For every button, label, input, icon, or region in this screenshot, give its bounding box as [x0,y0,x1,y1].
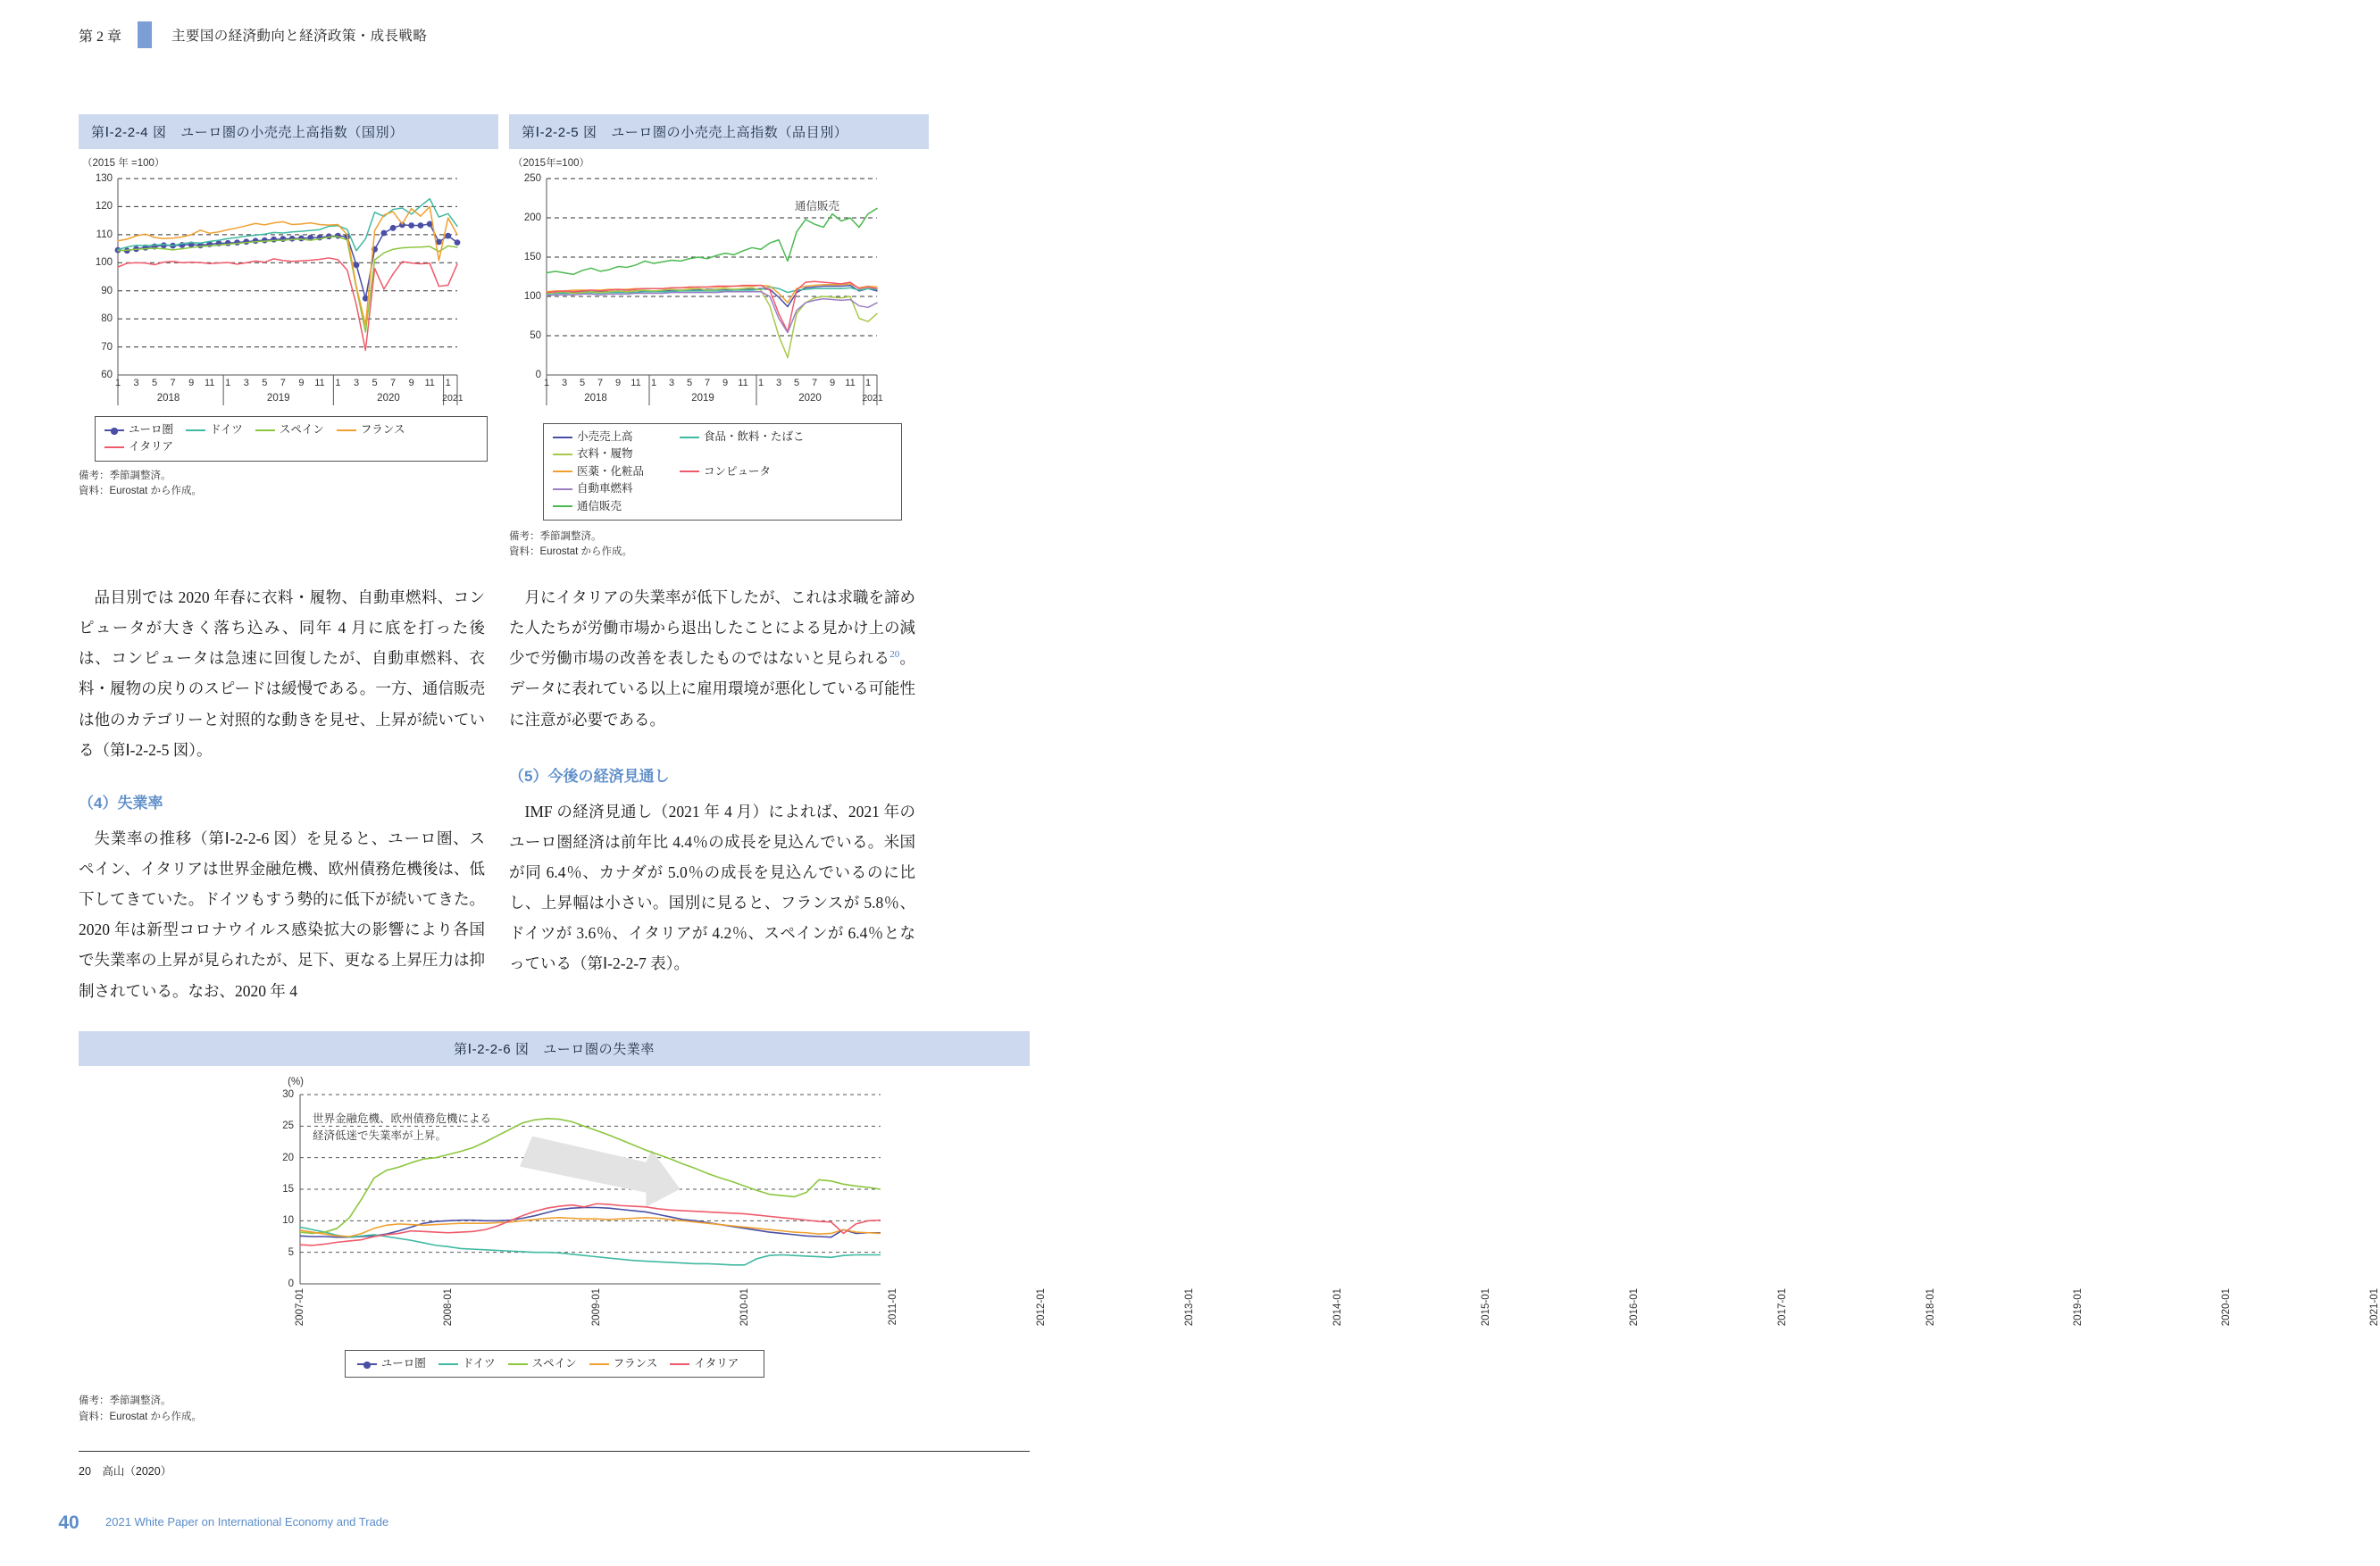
x-axis-tick: 11 [314,378,325,388]
x-axis-tick: 11 [204,378,215,388]
x-axis-year-label: 2021 [442,393,463,404]
x-axis-tick: 1 [757,378,764,388]
legend-item-label: イタリア [694,1357,739,1370]
legend-item-label: 通信販売 [577,499,622,512]
x-axis-tick: 5 [152,378,158,388]
x-axis-tick: 5 [372,378,378,388]
annotation-line-2: 経済低迷で失業率が上昇。 [313,1129,447,1143]
y-axis-tick: 60 [101,370,113,380]
figure-1-remark: 備考：季節調整済。 [79,470,171,481]
y-axis-tick: 25 [282,1120,294,1132]
legend-row [553,498,892,515]
x-axis-tick: 1 [864,378,872,388]
legend-swatch [553,471,572,472]
x-axis-tick: 1 [225,378,231,388]
left-paragraph-2: 失業率の推移（第Ⅰ-2-2-6 図）を見ると、ユーロ圏、スペイン、イタリアは世界金融危機、欧州債務危機後は、低下してきていた。ドイツもすう勢的に低下が続いてきた。2020 年は新型コロナウイルス感染拡大の影響により各国で失業率の上昇が見られたが、足下、更なる上昇圧力は抑制されている。なお、2020 年 4 [79,829,485,1000]
x-axis-tick: 5 [686,378,693,388]
x-axis-tick: 2021-01 [2369,1288,2380,1327]
page-number: 40 [58,1512,79,1533]
legend-swatch [508,1363,528,1365]
y-axis-tick: 100 [523,291,541,302]
header-accent-bar [138,21,152,48]
legend-swatch [553,454,572,455]
y-axis-tick: 5 [288,1246,294,1258]
legend-item-label: ユーロ圏 [129,423,174,436]
y-axis-tick: 110 [96,229,113,240]
legend-item-label: イタリア [129,440,174,454]
x-axis-tick: 9 [188,378,195,388]
legend-swatch [255,429,275,431]
legend-item-0[interactable] [104,421,173,438]
figure-2-remark: 備考：季節調整済。 [509,530,602,542]
legend-item-2[interactable] [553,446,633,462]
x-axis-tick: 9 [722,378,729,388]
body-right-column [509,582,915,979]
x-axis-tick: 2007-01 [295,1288,305,1327]
legend-marker-dot [363,1362,371,1369]
x-axis-tick: 2011-01 [887,1288,898,1326]
x-axis-tick: 7 [597,378,604,388]
y-axis-tick: 200 [523,212,541,223]
chapter-label: 第 2 章 [79,29,122,45]
x-axis-tick: 2014-01 [1332,1288,1343,1327]
x-axis-tick: 1 [335,378,341,388]
legend-item-label: 自動車燃料 [577,482,633,496]
legend-item-label: ドイツ [210,423,243,436]
x-axis-tick: 7 [170,378,176,388]
body-left-column [79,582,485,1006]
x-axis-year-label: 2018 [584,393,607,404]
legend-item-2[interactable] [255,421,324,438]
x-axis-tick: 9 [614,378,622,388]
x-axis-tick: 2012-01 [1035,1288,1047,1327]
y-axis-tick: 80 [101,313,113,325]
y-axis-tick: 20 [282,1152,294,1163]
annotation-line-1: 世界金融危機、欧州債務危機による [313,1112,492,1126]
legend-item-label: フランス [613,1357,658,1370]
legend-item-3[interactable] [589,1355,658,1372]
figure-3-annotation [313,1111,491,1145]
legend-item-4[interactable] [104,438,173,455]
x-axis-tick: 7 [811,378,818,388]
legend-item-4[interactable] [680,463,831,480]
x-axis-tick: 3 [561,378,568,388]
right-subheading: （5）今後の経済見通し [509,767,670,785]
figure-1-chart [79,171,463,411]
x-axis-tick: 1 [543,378,550,388]
legend-item-1[interactable] [680,429,831,446]
legend-row [553,429,892,463]
y-axis-tick: 0 [288,1279,294,1289]
figure-3-chart [264,1075,2380,1327]
legend-item-5[interactable] [553,480,633,497]
legend-swatch [357,1363,377,1365]
y-axis-tick: 10 [282,1215,294,1227]
legend-item-0[interactable] [357,1355,426,1372]
legend-item-1[interactable] [186,421,243,438]
figure-3-source: 資料：Eurostat から作成。 [79,1411,203,1422]
figure-2-title: 第Ⅰ-2-2-5 図 ユーロ圏の小売売上高指数（品目別） [509,114,929,149]
x-axis-tick: 2008-01 [442,1288,454,1327]
figure-2-legend [543,423,902,521]
figure-1-2-2-5 [509,114,929,560]
x-axis-tick: 7 [280,378,286,388]
x-axis-tick: 11 [630,378,641,388]
legend-item-label: 医薬・化粧品 [577,464,645,478]
legend-item-label: ユーロ圏 [380,1357,426,1370]
x-axis-tick: 7 [390,378,397,388]
footnote-marker: 20 [889,649,900,661]
left-paragraph-1: 品目別では 2020 年春に衣料・履物、自動車燃料、コンピュータが大きく落ち込み、同年 4 月に底を打った後は、コンピュータは急速に回復したが、自動車燃料、衣料・履物の戻りのスピードは緩慢である。一方、通信販売は他のカテゴリーと対照的な動きを見せ、上昇が続いている（第Ⅰ-2-2-5 図）。 [79,588,485,759]
y-axis-tick: 120 [95,201,113,212]
figure-1-legend [95,416,488,462]
x-axis-tick: 9 [408,378,414,388]
y-axis-tick: 130 [95,173,113,184]
x-axis-tick: 11 [424,378,435,388]
figure-1-unit: （2015 年 =100） [82,158,165,169]
series-annotation: 通信販売 [795,199,840,212]
legend-item-3[interactable] [337,421,405,438]
x-axis-tick: 9 [298,378,305,388]
x-axis-tick: 5 [262,378,268,388]
legend-item-0[interactable] [553,429,667,446]
header-title: 主要国の経済動向と経済政策・成長戦略 [171,29,428,44]
legend-item-label: 衣料・履物 [577,447,633,461]
x-axis-tick: 2019-01 [2073,1288,2084,1327]
figure-1-2-2-4 [79,114,498,499]
x-axis-year-label: 2018 [156,393,180,404]
x-axis-tick: 2009-01 [590,1288,602,1327]
y-axis-tick: 0 [535,370,541,380]
right-paragraph-2: IMF の経済見通し（2021 年 4 月）によれば、2021 年のユーロ圏経済は前年比 4.4％の成長を見込んでいる。米国が同 6.4％、カナダが 5.0％の成長を見込んでいるのに比し、上昇幅は小さい。国別に見ると、フランスが 5.8％、ドイツが 3.6％、イタリアが 4.2％、スペインが 6.4％となっている（第Ⅰ-2-2-7 表）。 [509,802,915,973]
x-axis-year-label: 2020 [798,393,822,404]
legend-item-label: スペイン [531,1357,577,1370]
x-axis-tick: 2013-01 [1183,1288,1195,1327]
x-axis-tick: 2017-01 [1776,1288,1788,1327]
x-axis-tick: 3 [353,378,360,388]
legend-item-4[interactable] [670,1355,739,1372]
legend-swatch [670,1363,689,1365]
y-axis-tick: 70 [101,341,113,353]
figure-2-unit: （2015年=100） [513,158,589,169]
right-paragraph-1 [509,582,915,735]
y-axis-tick: 150 [523,252,541,262]
y-axis-tick: 50 [530,330,541,341]
legend-item-label: スペイン [279,423,324,436]
x-axis-tick: 5 [579,378,586,388]
page-footer-title: 2021 White Paper on International Economy and Trade [105,1515,389,1529]
x-axis-tick: 3 [133,378,139,388]
x-axis-tick: 1 [650,378,657,388]
y-axis-tick: 100 [95,257,113,269]
legend-swatch [553,437,572,438]
legend-swatch [438,1363,458,1365]
x-axis-year-label: 2020 [377,393,400,404]
x-axis-tick: 7 [704,378,711,388]
legend-item-label: 小売売上高 [577,430,633,443]
x-axis-tick: 1 [114,378,121,388]
legend-item-3[interactable] [553,463,667,480]
figure-3-legend [345,1350,764,1378]
x-axis-tick: 9 [829,378,836,388]
x-axis-tick: 11 [738,378,748,388]
x-axis-tick: 2015-01 [1480,1288,1491,1327]
legend-item-1[interactable] [438,1355,496,1372]
right-paragraph-1-part-b: 。データに表れている以上に雇用環境が悪化している可能性に注意が必要である。 [509,649,916,729]
legend-swatch [553,488,572,490]
legend-item-label: コンピュータ [704,464,772,478]
x-axis-tick: 2020-01 [2221,1288,2233,1327]
right-paragraph-1-part-a: 月にイタリアの失業率が低下したが、これは求職を諦めた人たちが労働市場から退出したことによる見かけ上の減少で労働市場の改善を表したものではないと見られる [509,588,915,668]
x-axis-tick: 11 [845,378,856,388]
x-axis-tick: 3 [668,378,675,388]
figure-1-source: 資料：Eurostat から作成。 [79,486,203,496]
x-axis-tick: 2016-01 [1628,1288,1640,1327]
legend-swatch [104,429,124,431]
legend-swatch [337,429,356,431]
y-axis-tick: 15 [282,1184,294,1195]
legend-item-2[interactable] [508,1355,577,1372]
legend-item-6[interactable] [553,498,667,515]
legend-swatch [104,446,124,448]
y-axis-tick: 30 [282,1089,294,1100]
left-subheading: （4）失業率 [79,794,163,812]
x-axis-tick: 3 [775,378,782,388]
x-axis-year-label: 2019 [266,393,290,404]
footnote-text: 20 高山（2020） [79,1465,172,1478]
legend-marker-dot [111,428,118,435]
legend-swatch [680,437,699,438]
x-axis-tick: 2018-01 [1925,1288,1936,1327]
figure-1-2-2-6 [79,1031,2380,1425]
figure-2-source: 資料：Eurostat から作成。 [509,546,633,558]
y-axis-tick: 90 [101,285,113,296]
footer-divider [79,1451,1030,1452]
legend-item-label: フランス [360,423,405,436]
x-axis-year-label: 2021 [862,393,883,404]
legend-item-label: 食品・飲料・たばこ [704,430,805,443]
legend-item-label: ドイツ [462,1357,496,1370]
legend-row [553,463,892,498]
legend-swatch [589,1363,609,1365]
legend-swatch [186,429,205,431]
x-axis-tick: 1 [445,378,451,388]
figure-1-title: 第Ⅰ-2-2-4 図 ユーロ圏の小売売上高指数（国別） [79,114,498,149]
x-axis-tick: 2010-01 [739,1288,750,1327]
x-axis-tick: 3 [243,378,249,388]
legend-swatch [680,471,699,472]
x-axis-year-label: 2019 [691,393,714,404]
y-axis-tick: 250 [523,173,541,184]
running-header [79,20,427,50]
figure-3-remark: 備考：季節調整済。 [79,1395,171,1407]
y-axis-unit: (%) [288,1077,304,1087]
x-axis-tick: 5 [793,378,800,388]
figure-3-title: 第Ⅰ-2-2-6 図 ユーロ圏の失業率 [79,1031,1030,1066]
legend-swatch [553,505,572,507]
figure-2-chart [509,171,884,411]
